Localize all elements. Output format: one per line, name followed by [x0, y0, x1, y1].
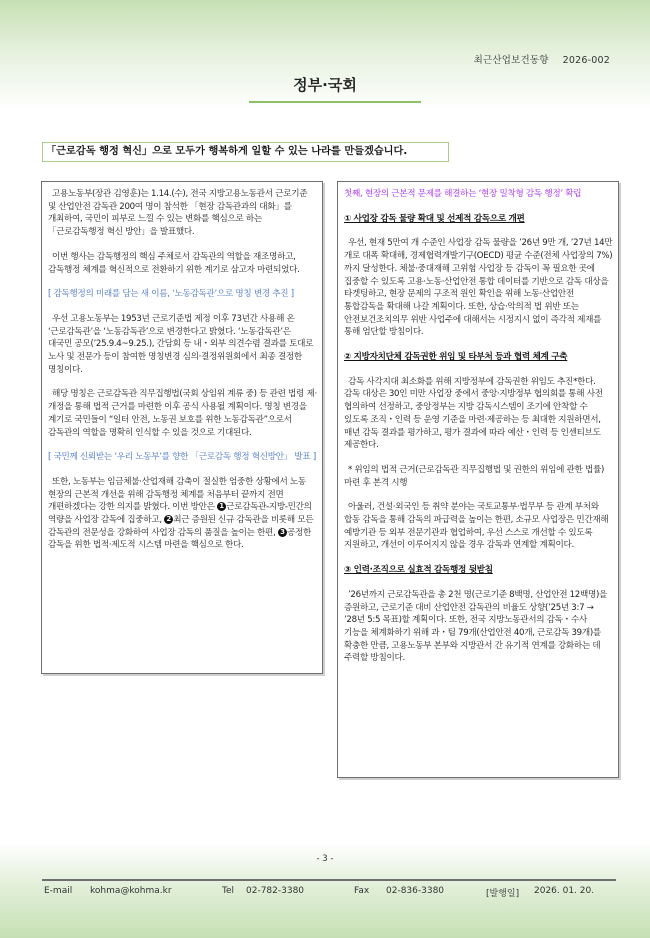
article-headline: 「근로감독 행정 혁신」으로 모두가 행복하게 일할 수 있는 나라를 만들겠습니다. — [42, 142, 449, 162]
tel-label: Tel — [222, 886, 235, 896]
publication-name: 최근산업보건동향 — [473, 55, 549, 66]
plan-text-b: 근로감독관-지방-민간의 역량을 사업장 감독에 집중하고, — [48, 502, 312, 526]
first-strategy-heading: 첫째, 현장의 근본적 문제를 해결하는 ‘현장 밀착형 감독 행정’ 확립 — [344, 189, 582, 199]
left-column-box — [41, 181, 323, 674]
footer-divider — [42, 879, 616, 881]
plan-text-c: 최근 증원된 신규 감독관을 비롯해 모든 감독관의 전문성을 강화하여 사업장 감독의 품질을 높이는 한편, — [48, 515, 314, 538]
name-change-paragraph: 우선 고용노동부는 1953년 근로기준법 제정 이후 73년간 사용해 온 ‘근로감독관’을 ‘노동감독관’으로 변경한다고 밝혔다. ‘노동감독관’은 대국민 공모(’25.9.4~9.25.), 간담회 등 내・외부 의견수렴 결과를 토대로 노사 및 전문가 등이 참여한 명칭변경 심의·결정위원회에서 최종 결정한 명칭이다. — [48, 313, 314, 375]
issue-number: 2026-002 — [562, 55, 610, 66]
subhead-innovation-plan: [ 국민께 신뢰받는 ‘우리 노동부’를 향한 「근로감독 행정 혁신방안」 발표 ] — [48, 452, 316, 463]
number-badge-1-icon: 1 — [217, 502, 226, 511]
item-2-body: 감독 사각지대 최소화를 위해 지방정부에 감독권한 위임도 추진*한다. 감독 대상은 30인 미만 사업장 중에서 중앙·지방정부 협의회를 통해 사전 협의하여 선정하고, 중앙정부는 지방 감독시스템이 조기에 안착할 수 있도록 조직・인력 등 운영 기준을 마련·제공하는 등 최대한 지원하면서, 매년 감독 결과를 평가하고, 평가 결과에 따라 예산・인력 등 인센티브도 제공한다. — [344, 376, 603, 451]
item-2-title: ② 지방자치단체 감독권한 위임 및 타부처 등과 협력 체계 구축 — [344, 352, 568, 363]
item-2-body-2: 아울러, 건설·외국인 등 취약 분야는 국토교통부·법무부 등 관계 부처와 합동 감독을 통해 감독의 파급력을 높이는 한편, 소규모 사업장은 민간재해 예방기관 등 외부 전문기관과 협업하여, 우선 스스로 개선할 수 있도록 지원하고, 개선이 이루어지지 않을 경우 감독과 연계할 계획이다. — [344, 502, 609, 551]
email-label: E-mail — [44, 886, 73, 896]
title-underline — [249, 101, 421, 103]
publish-date-label: [발행일] — [486, 889, 520, 899]
page-number: - 3 - — [316, 854, 334, 864]
plan-summary-paragraph — [48, 476, 317, 552]
intro-paragraph: 고용노동부(장관 김영훈)는 1.14.(수), 전국 지방고용노동관서 근로기준 및 산업안전 감독관 200여 명이 참석한 「현장 감독관과의 대화」를 개최하여, 국민이 피부로 느낄 수 있는 변화를 핵심으로 하는 「근로감독행정 혁신 방안」을 발표했다. — [48, 189, 308, 238]
publish-date: 2026. 01. 20. — [534, 886, 595, 896]
number-badge-3-icon: 3 — [278, 528, 287, 537]
tel-number: 02-782-3380 — [246, 886, 305, 896]
item-3-body: ’26년까지 근로감독관을 총 2천 명(근로기준 8백명, 산업안전 12백명)을 증원하고, 근로기준 대비 산업안전 감독관의 비율도 상향(’25년 3:7 → ’28년 5:5 목표)할 계획이다. 또한, 전국 지방노동관서의 감독・수사 기능을 체계화하기 위해 과・팀 79개(산업안전 40개, 근로감독 39개)를 확충한 만큼, 고용노동부 본부와 지방관서 간 유기적 연계를 강화하는 데 주력할 방침이다. — [344, 589, 608, 664]
item-1-title: ① 사업장 감독 물량 확대 및 선제적 감독으로 개편 — [344, 213, 525, 224]
legal-basis-paragraph: 해당 명칭은 근로감독관 직무집행법(국회 상임위 계류 중) 등 관련 법령 제·개정을 통해 법적 근거를 마련한 이후 공식 사용될 계획이다. 명칭 변경을 계기로 국민들이 “일터 안전, 노동권 보호를 위한 노동감독관”으로서 감독관의 역할을 명확히 인식할 수 있을 것으로 기대된다. — [48, 389, 317, 438]
fax-number: 02-836-3380 — [386, 886, 445, 896]
item-2-footnote: * 위임의 법적 근거(근로감독관 직무집행법 및 권한의 위임에 관한 법률) 마련 후 본격 시행 — [344, 464, 605, 488]
item-1-body: 우선, 현재 5만여 개 수준인 사업장 감독 물량을 ’26년 9만 개, ’27년 14만 개로 대폭 확대해, 경제협력개발기구(OECD) 평균 수준(전체 사업장의 7%)까지 달성한다. 체불·중대재해 고위험 사업장 등 감독이 꼭 필요한 곳에 집중할 수 있도록 고용·노동·산업안전 통합 데이터를 기반으로 감독 대상을 타겟팅하고, 현장 문제의 구조적 원인 확인을 위해 노동·산업안전 통합감독을 확대해 나갈 계획이다. 또한, 상습·악의적 법 위반 또는 안전보건조치의무 위반 사업주에 대해서는 시정지시 없이 즉각적 제재를 통해 엄단할 방침이다. — [344, 238, 613, 338]
purpose-paragraph: 이번 행사는 감독행정의 핵심 주체로서 감독관의 역할을 재조명하고, 감독행정 체계를 혁신적으로 전환하기 위한 계기로 삼고자 마련되었다. — [48, 251, 300, 275]
plan-text-d: 공정한 감독을 위한 법적·제도적 시스템 마련을 핵심으로 한다. — [48, 527, 311, 551]
plan-text-a: 또한, 노동부는 임금체불·산업재해 감축이 절실한 엄중한 상황에서 노동 현장의 근본적 개선을 위해 감독행정 체계를 처음부터 끝까지 전면 개편하겠다는 강한 의지를 밝혔다. 이번 방안은 — [48, 476, 306, 513]
number-badge-2-icon: 2 — [164, 515, 173, 524]
right-column-box — [337, 181, 619, 778]
publication-info — [474, 52, 610, 66]
email-link[interactable]: kohma@kohma.kr — [90, 886, 172, 896]
section-title: 정부·국회 — [293, 76, 357, 94]
subhead-name-change: [ 감독행정의 미래를 담는 새 이름, ‘노동감독관’으로 명칭 변경 추진 ] — [48, 289, 294, 300]
fax-label: Fax — [354, 886, 370, 896]
item-3-title: ③ 인력·조직으로 실효적 감독행정 뒷받침 — [344, 565, 493, 576]
